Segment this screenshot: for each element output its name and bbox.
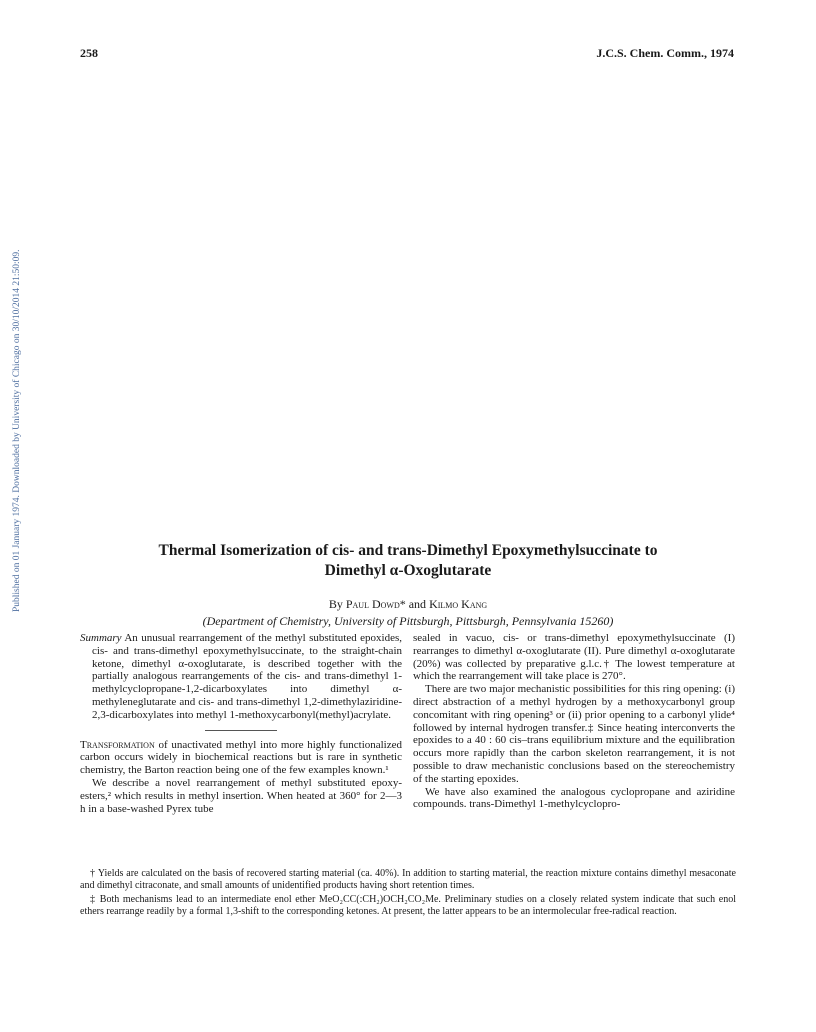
body-paragraph-5: We have also examined the analogous cyclopropane and aziridine compounds. trans-Dimethyl 1-methylcyclopro-: [413, 785, 735, 811]
author-byline: [80, 597, 736, 612]
body-paragraph-1-text: of unactivated methyl into more highly functionalized carbon occurs widely in biochemical reactions but is rare in synthetic chemistry, the Barton reaction being one of the few examples known.¹: [80, 738, 403, 777]
title-line-1: Thermal Isomerization of cis- and trans-Dimethyl Epoxymethylsuccinate to: [158, 542, 658, 559]
page-number: 258: [80, 46, 98, 60]
byline-conjunction: and: [408, 597, 427, 611]
article-title: [100, 541, 716, 581]
lead-word: Transformation: [80, 738, 155, 751]
download-watermark[interactable]: Published on 01 January 1974. Downloaded by University of Chicago on 30/10/2014 21:50:09.: [12, 249, 22, 612]
footnote-double-dagger: ‡ Both mechanisms lead to an intermediate enol ether MeO₂CC(:CH₂)OCH₂CO₂Me. Preliminary studies on a closely related system indicate that such enol ethers rearrange readily by a formal 1,3-shift to the corresponding ketones. At present, the latter appears to be an intermolecular free-radical reaction.: [80, 894, 736, 917]
byline-prefix: By: [328, 597, 343, 611]
affiliation: (Department of Chemistry, University of Pittsburgh, Pittsburgh, Pennsylvania 15260): [202, 614, 614, 628]
footnotes: [80, 868, 736, 920]
title-line-2: Dimethyl α-Oxoglutarate: [324, 562, 492, 579]
summary-paragraph: [80, 632, 402, 722]
body-paragraph-4: There are two major mechanistic possibilities for this ring opening: (i) direct abstraction of a methyl hydrogen by a methoxycarbonyl group concomitant with ring opening³ or (ii) prior opening to a carbonyl ylide⁴ followed by internal hydrogen transfer.‡ Since heating interconverts the epoxides to a 40 : 60 cis–trans equilibrium mixture and the equilibration occurs more rapidly than the carbon skeleton rearrangement, it is not possible to draw mechanistic conclusions based on the stereochemistry of the starting epoxides.: [413, 683, 735, 785]
footnote-dagger: † Yields are calculated on the basis of recovered starting material (ca. 40%). In addition to starting material, the reaction mixture contains dimethyl mesaconate and dimethyl citraconate, and small amounts of unidentified products having short retention times.: [80, 868, 736, 891]
journal-reference: J.C.S. Chem. Comm., 1974: [596, 46, 734, 60]
body-paragraph-2: We describe a novel rearrangement of methyl substituted epoxy-esters,² which results in methyl insertion. When heated at 360° for 2—3 h in a base-washed Pyrex tube: [80, 776, 402, 815]
author-dowd: Paul Dowd*: [345, 597, 406, 611]
body-paragraph-3: sealed in vacuo, cis- or trans-dimethyl epoxymethylsuccinate (I) rearranges to dimethyl α-oxoglutarate (II). Pure dimethyl α-oxoglutarate (20%) was collected by preparative g.l.c.† The lowest temperature at which the rearrangement will take place is 270°.: [413, 632, 735, 683]
body-paragraph-1: [80, 739, 402, 777]
author-kang: Kilmo Kang: [429, 597, 488, 611]
section-divider: [205, 730, 277, 731]
summary-label: Summary: [80, 632, 122, 644]
summary-text: An unusual rearrangement of the methyl substituted epoxides, cis- and trans-dimethyl epoxymethylsuccinate, to the straight-chain ketone, dimethyl α-oxoglutarate, is described together with the partially analogous rearrangements of the cis- and trans-dimethyl 1-methylcyclopropane-1,2-dicarboxylates into dimethyl α-methyleneglutarate and cis- and trans-dimethyl 1,2-dimethylaziridine-2,3-dicarboxylates into methyl 1-methoxycarbonyl(methyl)acrylate.: [92, 632, 402, 721]
left-column: [80, 632, 402, 815]
right-column: [413, 632, 735, 811]
